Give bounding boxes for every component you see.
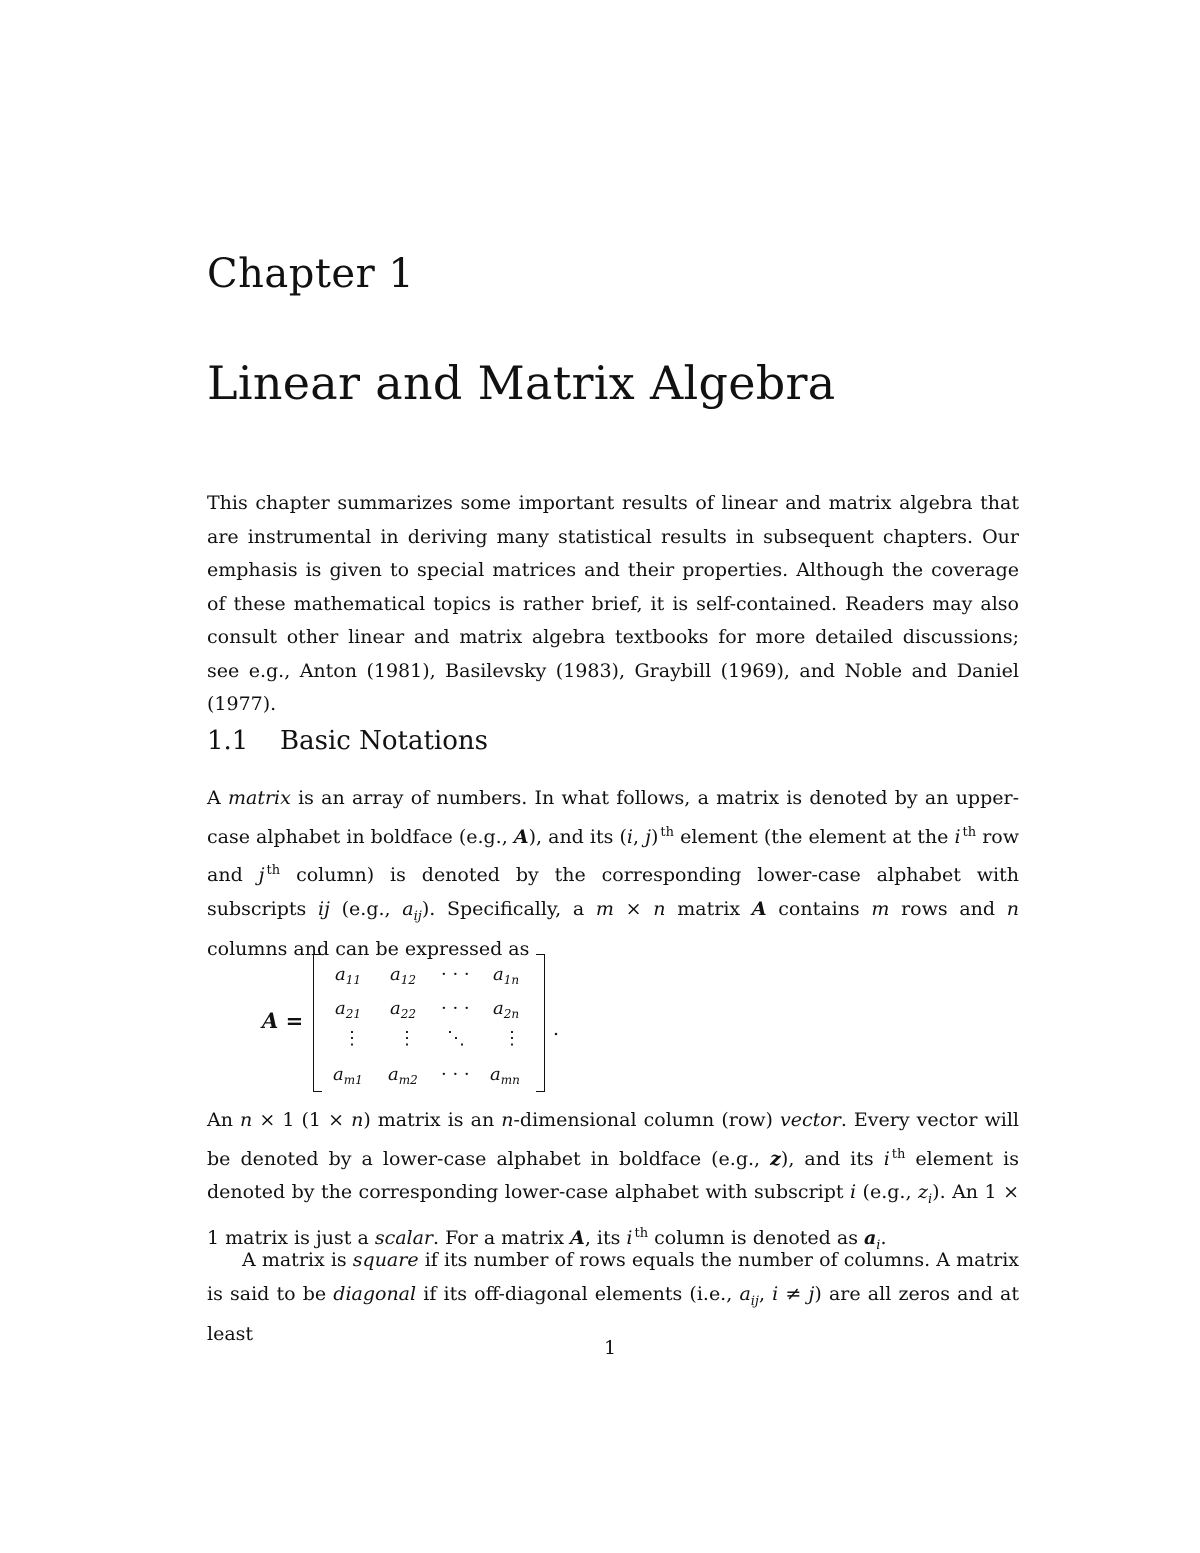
chapter-title: Linear and Matrix Algebra: [207, 356, 836, 410]
superscript-th: th: [660, 824, 675, 840]
text-run: contains: [766, 897, 872, 920]
right-bracket: [536, 954, 545, 1092]
cell-subscript: mn: [500, 1073, 520, 1087]
matrix-cell: · · ·: [441, 964, 470, 985]
text-run: ), and its: [780, 1147, 884, 1170]
matrix-cell: [390, 998, 416, 1021]
cell-subscript: 2n: [503, 1007, 520, 1021]
term-square: square: [352, 1249, 419, 1271]
math-z: z: [917, 1181, 928, 1203]
text-run: , its: [584, 1226, 627, 1249]
math-i: i: [850, 1181, 857, 1203]
text-run: ): [650, 825, 659, 848]
text-run: ), and its (: [528, 825, 627, 848]
math-n: n: [653, 897, 666, 920]
matrix-cell: [490, 1064, 520, 1087]
cell-subscript: 11: [345, 973, 362, 987]
square-diagonal-paragraph: [207, 1244, 1019, 1352]
cell-subscript: 22: [400, 1007, 417, 1021]
term-vector: vector: [780, 1109, 841, 1131]
math-bold-A-equals: A =: [262, 1008, 304, 1033]
cell-symbol: a: [390, 998, 401, 1019]
text-run: if its off-diagonal elements (i.e.,: [416, 1282, 740, 1305]
subscript-i: i: [927, 1192, 933, 1207]
cell-subscript: 12: [400, 973, 417, 987]
cell-symbol: a: [388, 1064, 399, 1085]
superscript-th: th: [634, 1225, 649, 1241]
math-i: i: [772, 1282, 779, 1305]
math-times: ×: [613, 897, 654, 920]
text-run: . Every vector will be denoted by a lower-case alphabet in boldface (e.g.,: [207, 1109, 1019, 1170]
math-a: a: [739, 1282, 751, 1305]
matrix-cell: ⋮: [503, 1028, 521, 1049]
math-i: i: [883, 1147, 890, 1170]
text-run: rows and: [889, 897, 1007, 920]
text-run: columns and can be expressed as: [207, 938, 530, 960]
matrix-cell: [335, 964, 361, 987]
math-bold-A: A: [513, 825, 529, 848]
math-i: i: [954, 825, 961, 848]
math-a: a: [402, 897, 414, 920]
text-run: (e.g.,: [329, 897, 403, 920]
cell-symbol: a: [490, 1064, 501, 1085]
cell-subscript: m1: [343, 1073, 363, 1087]
text-run: ). An 1 × 1 matrix is just a: [207, 1181, 1019, 1249]
cell-symbol: a: [335, 998, 346, 1019]
text-run: if its number of rows equals the number of columns. A matrix is said to be: [207, 1249, 1019, 1305]
text-run: An: [207, 1109, 241, 1131]
text-run: -dimensional column (row): [513, 1109, 781, 1131]
matrix-display: [313, 954, 545, 1092]
math-bold-a: a: [863, 1226, 877, 1249]
math-ij: ij: [317, 897, 330, 920]
math-times: ×: [252, 1109, 283, 1131]
math-m: m: [595, 897, 614, 920]
math-j: j: [258, 864, 265, 886]
text-run: ) are all zeros and at least: [207, 1282, 1019, 1345]
math-j: j: [808, 1282, 815, 1305]
math-j: j: [645, 825, 651, 848]
text-run: . For a matrix: [433, 1226, 571, 1249]
matrix-cell: · · ·: [441, 1064, 470, 1085]
chapter-label: Chapter 1: [207, 251, 415, 297]
text-run: is an array of numbers. In what follows, a matrix is denoted by an upper-case alphabet in boldface (e.g.,: [207, 787, 1019, 848]
cell-subscript: 1n: [503, 973, 520, 987]
equation-period: .: [553, 1018, 560, 1040]
section-number: 1.1: [207, 726, 249, 756]
subscript-ij: ij: [413, 908, 422, 924]
matrix-cell: [333, 1064, 363, 1087]
superscript-th: th: [266, 863, 281, 878]
subscript-i: i: [876, 1237, 881, 1253]
matrix-cell: [390, 964, 416, 987]
superscript-th: th: [962, 824, 977, 840]
text-run: column) is denoted by the corresponding lower-case alphabet with subscripts: [207, 864, 1019, 920]
math-m: m: [871, 897, 890, 920]
math-n: n: [501, 1109, 514, 1131]
text-run: ,: [758, 1282, 773, 1305]
page-number: 1: [603, 1337, 617, 1359]
matrix-cell: · · ·: [441, 998, 470, 1019]
section-title: Basic Notations: [280, 726, 488, 756]
intro-paragraph: This chapter summarizes some important results of linear and matrix algebra that are instrumental in deriving many statistical results in subsequent chapters. Our emphasis is given to special matrices and their properties. Although the coverage of these mathematical topics is rather brief, it is self-contained. Readers may also consult other linear and matrix algebra textbooks for more detailed discussions; see e.g., Anton (1981), Basilevsky (1983), Graybill (1969), and Noble and Daniel (1977).: [207, 492, 1019, 715]
section-heading: [207, 724, 488, 758]
cell-subscript: 21: [345, 1007, 362, 1021]
vector-definition-paragraph: [207, 1104, 1019, 1262]
math-n: n: [1006, 897, 1020, 920]
matrix-cell: ⋮: [343, 1028, 361, 1049]
term-diagonal: diagonal: [333, 1282, 417, 1305]
matrix-cell: [493, 998, 519, 1021]
cell-symbol: a: [333, 1064, 344, 1085]
text-run: ,: [632, 825, 646, 848]
math-bold-A: A: [751, 897, 767, 920]
text-run: (e.g.,: [856, 1181, 918, 1203]
text-run: column is denoted as: [648, 1226, 864, 1249]
text-run: A: [207, 787, 228, 809]
cell-symbol: a: [335, 964, 346, 985]
matrix-cell: ⋮: [398, 1028, 416, 1049]
cell-symbol: a: [390, 964, 401, 985]
text-run: A matrix is: [242, 1249, 353, 1271]
term-scalar: scalar: [374, 1226, 434, 1249]
cell-symbol: a: [493, 998, 504, 1019]
matrix-cell: [388, 1064, 418, 1087]
text-run: element (the element at the: [674, 825, 955, 848]
matrix-cell: ⋱: [447, 1028, 465, 1049]
cell-symbol: a: [493, 964, 504, 985]
matrix-cell: [493, 964, 519, 987]
text-run: ). Specifically, a: [421, 897, 596, 920]
left-bracket: [313, 954, 322, 1092]
math-i: i: [626, 825, 633, 848]
math-neq: ≠: [778, 1282, 809, 1305]
text-run: .: [880, 1226, 887, 1249]
math-n: n: [240, 1109, 253, 1131]
matrix-definition-paragraph: [207, 782, 1019, 967]
term-matrix: matrix: [227, 787, 291, 809]
matrix-cell: [335, 998, 361, 1021]
math-bold-z: z: [770, 1147, 781, 1170]
cell-subscript: m2: [398, 1073, 418, 1087]
text-run: (1 ×: [294, 1109, 352, 1131]
superscript-th: th: [891, 1146, 906, 1162]
math-bold-A: A: [570, 1226, 585, 1249]
text-run: element is denoted by the corresponding lower-case alphabet with subscript: [207, 1147, 1019, 1203]
subscript-ij: ij: [750, 1293, 759, 1309]
equation-lhs: [262, 1008, 303, 1033]
math-i: i: [626, 1226, 633, 1249]
text-run: ) matrix is an: [363, 1109, 502, 1131]
math-one: 1: [282, 1109, 295, 1131]
text-run: row and: [207, 825, 1019, 886]
math-n: n: [351, 1109, 364, 1131]
text-run: matrix: [665, 897, 752, 920]
